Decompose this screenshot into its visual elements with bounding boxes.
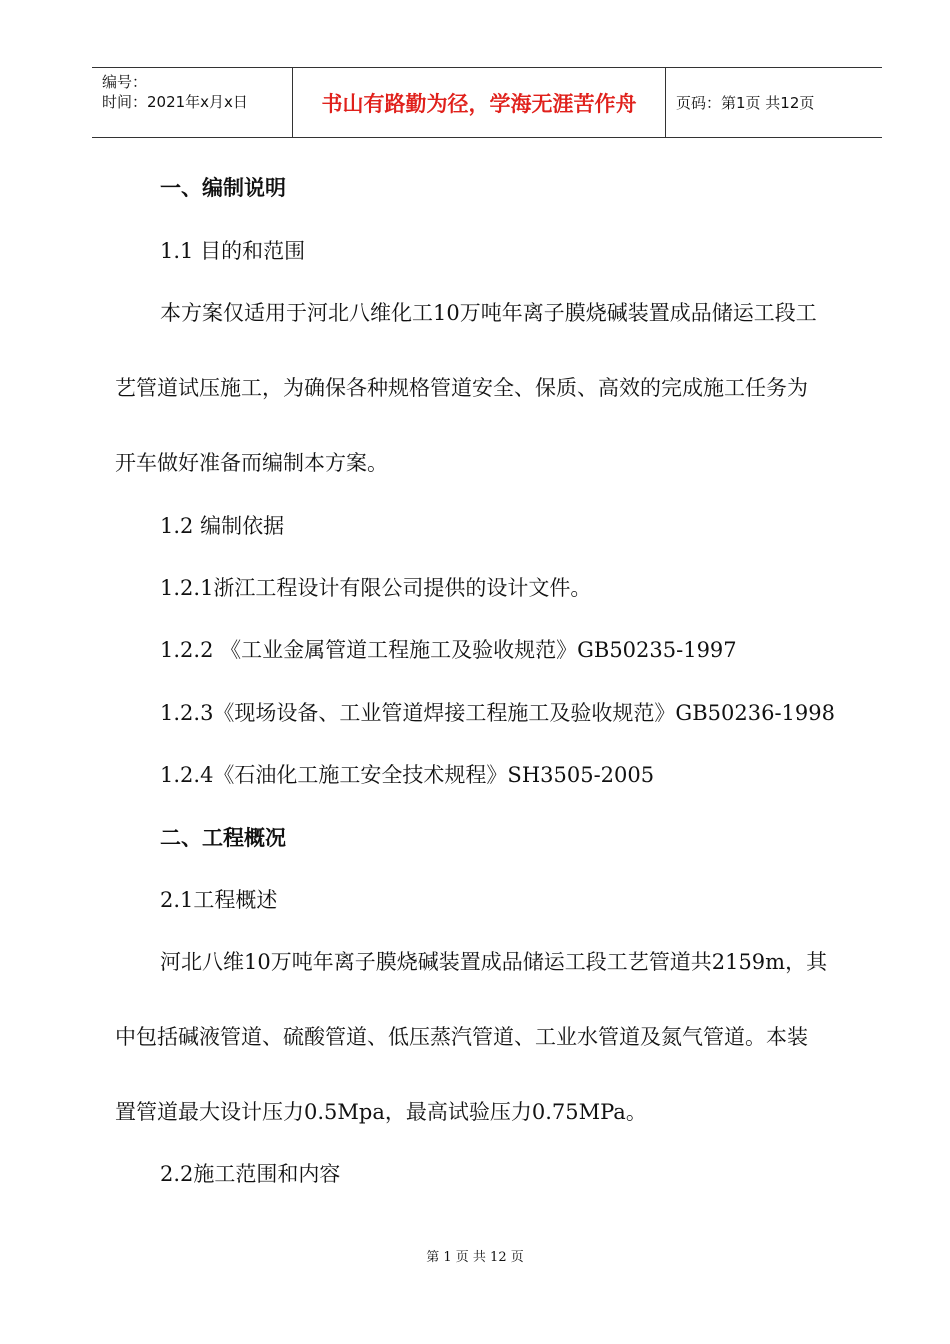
- subsection-1-2: 1.2 编制依据: [160, 514, 285, 538]
- subsection-2-2: 2.2施工范围和内容: [160, 1162, 341, 1186]
- page-footer: 第 1 页 共 12 页: [426, 1250, 524, 1265]
- reference-3: 1.2.3《现场设备、工业管道焊接工程施工及验收规范》GB50236-1998: [160, 701, 835, 725]
- number-label: 编号：: [102, 73, 148, 91]
- paragraph-1-line-1: 本方案仅适用于河北八维化工10万吨年离子膜烧碱装置成品储运工段工: [160, 301, 817, 325]
- paragraph-2-line-2: 中包括碱液管道、硫酸管道、低压蒸汽管道、工业水管道及氮气管道。本装: [115, 1025, 808, 1049]
- paragraph-1-line-3: 开车做好准备而编制本方案。: [115, 451, 388, 475]
- reference-1: 1.2.1浙江工程设计有限公司提供的设计文件。: [160, 576, 592, 600]
- subsection-2-1: 2.1工程概述: [160, 888, 278, 912]
- header-motto: 书山有路勤为径，学海无涯苦作舟: [293, 68, 666, 137]
- paragraph-2-line-3: 置管道最大设计压力0.5Mpa，最高试验压力0.75MPa。: [115, 1100, 647, 1124]
- section-1-title: 一、编制说明: [160, 176, 286, 200]
- paragraph-1-line-2: 艺管道试压施工，为确保各种规格管道安全、保质、高效的完成施工任务为: [115, 376, 808, 400]
- document-header: [92, 67, 882, 138]
- subsection-1-1: 1.1 目的和范围: [160, 239, 306, 263]
- reference-2: 1.2.2 《工业金属管道工程施工及验收规范》GB50235-1997: [160, 638, 737, 662]
- header-meta: [92, 68, 293, 137]
- paragraph-2-line-1: 河北八维10万吨年离子膜烧碱装置成品储运工段工艺管道共2159m，其: [160, 950, 828, 974]
- reference-4: 1.2.4《石油化工施工安全技术规程》SH3505-2005: [160, 763, 655, 787]
- section-2-title: 二、工程概况: [160, 826, 286, 850]
- time-label: 时间：2021年x月x日: [102, 93, 248, 111]
- header-page-code: 页码：第1页 共12页: [676, 94, 815, 112]
